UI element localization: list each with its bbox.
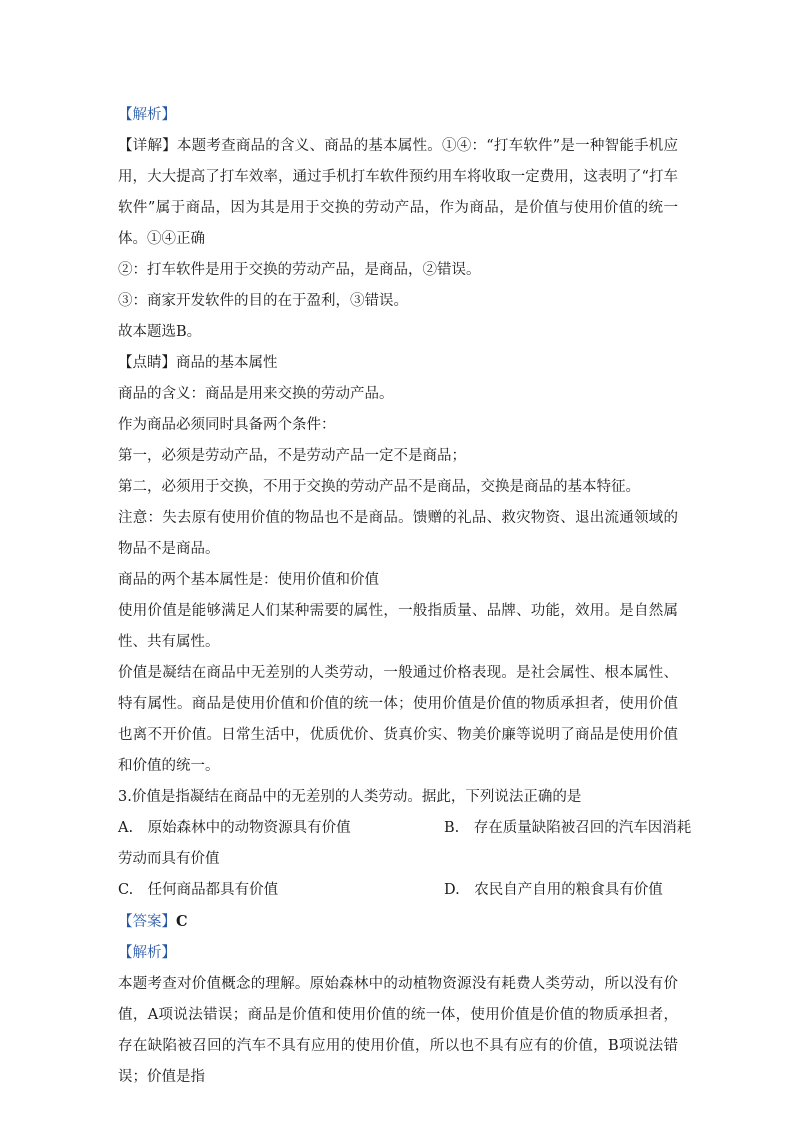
attributes-intro: 商品的两个基本属性是：使用价值和价值 <box>118 572 379 588</box>
analysis-heading <box>118 100 678 131</box>
analysis-tag: 【解析】 <box>118 107 176 123</box>
question-3-stem: 3.价值是指凝结在商品中的无差别的人类劳动。据此，下列说法正确的是 <box>118 789 582 805</box>
detail-paragraph <box>118 131 678 255</box>
options-row-cd <box>118 875 678 906</box>
option-c: C. 任何商品都具有价值 <box>118 882 279 898</box>
analysis-paragraph: 本题考查对价值概念的理解。原始森林中的动植物资源没有耗费人类劳动，所以没有价值，A项说法错误；商品是价值和使用价值的统一体，使用价值是价值的物质承担者，存在缺陷被召回的汽车不具有应用的使用价值，所以也不具有应有的价值，B项说法错误；价值是指 <box>118 976 678 1085</box>
key-point-tag: 【点睛】 <box>118 355 176 371</box>
note-paragraph: 注意：失去原有使用价值的物品也不是商品。馈赠的礼品、救灾物资、退出流通领域的物品不是商品。 <box>118 510 678 557</box>
analysis-tag-2: 【解析】 <box>118 945 176 961</box>
choice-line: 故本题选B。 <box>118 324 202 340</box>
commodity-definition: 商品的含义：商品是用来交换的劳动产品。 <box>118 386 394 402</box>
options-row-ab <box>118 813 692 844</box>
condition-1: 第一，必须是劳动产品，不是劳动产品一定不是商品； <box>118 448 466 464</box>
condition-2: 第二，必须用于交换，不用于交换的劳动产品不是商品，交换是商品的基本特征。 <box>118 479 640 495</box>
option-d: D. 农民自产自用的粮食具有价值 <box>444 882 663 898</box>
option-b-continuation: 劳动而具有价值 <box>118 851 220 867</box>
option-b: B. 存在质量缺陷被召回的汽车因消耗 <box>444 820 692 836</box>
answer-tag: 【答案】 <box>118 914 176 930</box>
document-page <box>118 100 692 1093</box>
statement-3: ③：商家开发软件的目的在于盈利，③错误。 <box>118 293 408 309</box>
detail-text: 本题考查商品的含义、商品的基本属性。①④：“打车软件”是一种智能手机应用，大大提高了打车效率，通过手机打车软件预约用车将收取一定费用，这表明了“打车软件”属于商品，因为其是用于交换的劳动产品，作为商品，是价值与使用价值的统一体。①④正确 <box>118 138 678 247</box>
value-paragraph: 价值是凝结在商品中无差别的人类劳动，一般通过价格表现。是社会属性、根本属性、特有属性。商品是使用价值和价值的统一体；使用价值是价值的物质承担者，使用价值也离不开价值。日常生活中，优质优价、货真价实、物美价廉等说明了商品是使用价值和价值的统一。 <box>118 665 678 774</box>
key-point-heading <box>118 348 678 379</box>
key-point-title: 商品的基本属性 <box>176 355 278 371</box>
answer-value: C <box>176 913 188 930</box>
statement-2: ②：打车软件是用于交换的劳动产品，是商品，②错误。 <box>118 262 481 278</box>
analysis-heading-2 <box>118 938 678 969</box>
answer-line <box>118 906 678 938</box>
detail-tag: 【详解】 <box>118 138 177 154</box>
use-value-paragraph: 使用价值是能够满足人们某种需要的属性，一般指质量、品牌、功能，效用。是自然属性、共有属性。 <box>118 603 678 650</box>
conditions-intro: 作为商品必须同时具备两个条件： <box>118 417 336 433</box>
option-a: A. 原始森林中的动物资源具有价值 <box>118 820 351 836</box>
